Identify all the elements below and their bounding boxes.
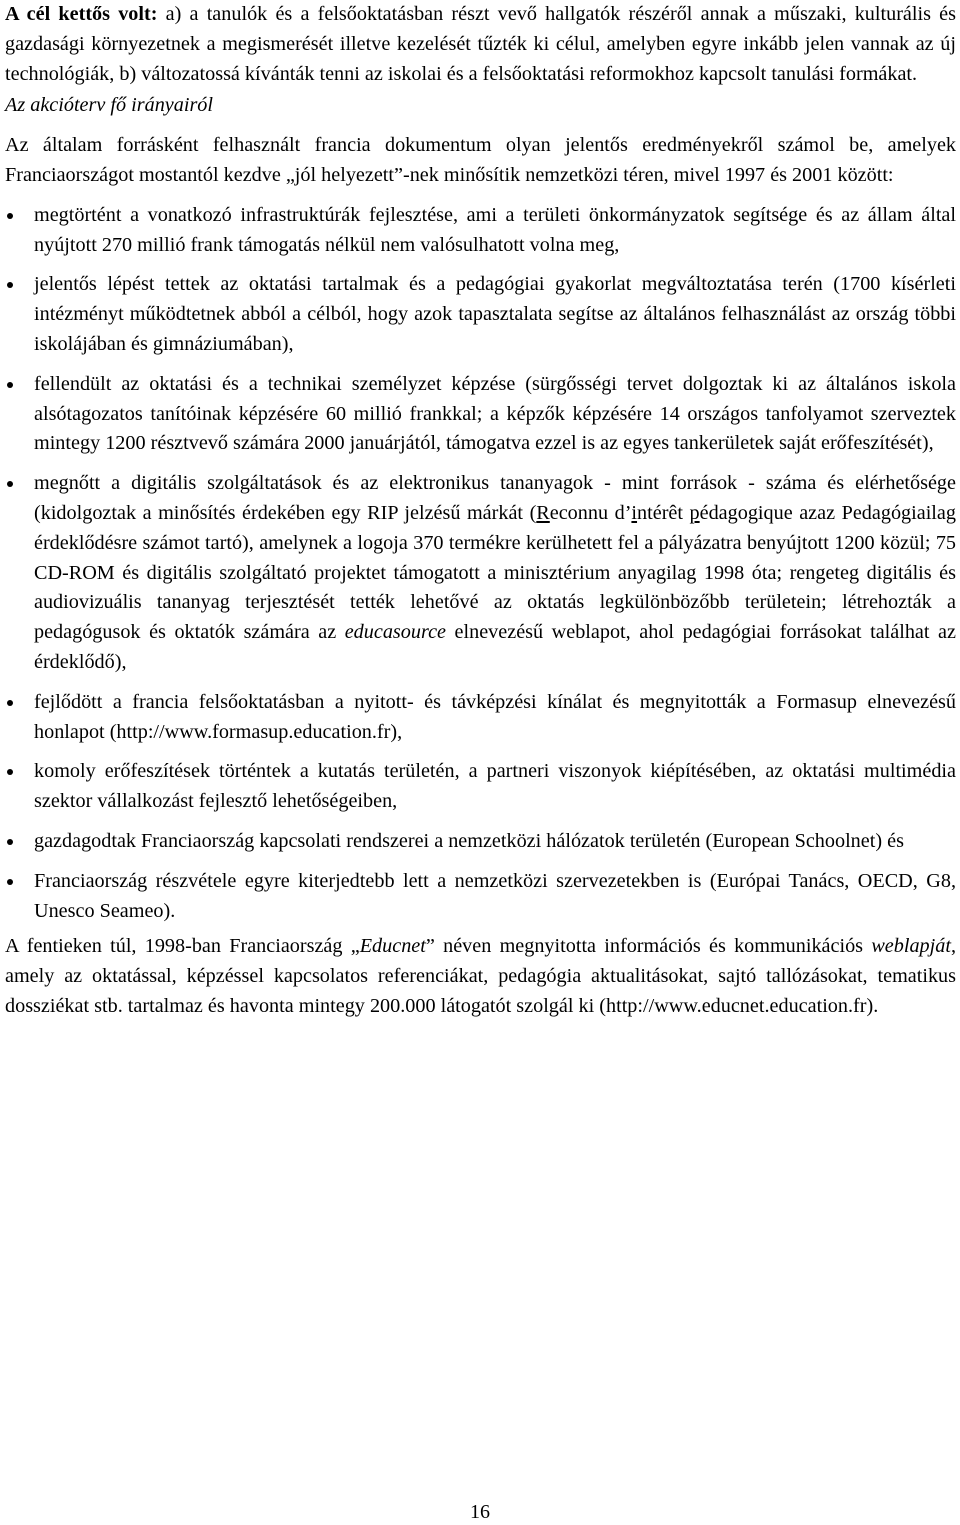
list-item-text: fejlődött a francia felsőoktatásban a nyitott- és távképzési kínálat és megnyitották a Formasup elnevezésű honlapot (http://www.formasup.education.fr), [34,690,956,743]
text-run: édagogique azaz Pedagógiailag érdeklődésre számot tartó), amelynek a logoja 370 termékre kerülhetett fel a pályázatra benyújtott 1200 közül; 75 CD-ROM és digitális szolgáltató projektet támogatott a minisztérium anyagilag 1998 óta; rengeteg digitális és audiovizuális tananyag terjesztését tették lehetővé az oktatás legkülönbözőbb területein; létrehozták a pedagógusok és oktatók számára az [34,501,956,644]
list-item [5,469,956,678]
underlined-letter: i [631,501,638,524]
list-item-text: fellendült az oktatási és a technikai személyzet képzése (sürgősségi tervet dolgoztak ki az általános iskola alsótagozatos tanítóinak képzésére 60 millió frankkal; a képzők képzésére 14 országos tanfolyamot szerveztek mintegy 1200 résztvevő számára 2000 januárjától, támogatva ezzel is az egyes tankerületek saját erőfeszítését), [34,372,956,455]
bullet-icon [7,839,13,845]
text-run: , amely az oktatással, képzéssel kapcsolatos referenciákat, pedagógia aktualitásokat, sajtó tallózásokat, tematikus dossziékat stb. tartalmaz és havonta mintegy 200.000 látogatót szolgál ki (http://www.educnet.education.fr). [5,935,956,1017]
list-item [5,270,956,359]
text-run: A fentieken túl, 1998-ban Franciaország „ [5,935,360,958]
bullet-icon [7,481,13,487]
intro-text: a) a tanulók és a felsőoktatásban részt vevő hallgatók részéről annak a műszaki, kulturális és gazdasági környezetnek a megismerését illetve kezelését tűzték ki célul, amelyben egyre inkább jelen vannak az új technológiák, b) változatossá kívánták tenni az iskolai és a felsőoktatási reformokhoz kapcsolt tanulási formákat. [5,3,956,85]
underlined-letter: R [536,501,550,524]
document-page [5,0,956,1022]
italic-term: educasource [344,621,446,644]
list-item-text: Franciaország részvétele egyre kiterjedtebb lett a nemzetközi szervezetekben is (Európai Tanács, OECD, G8, Unesco Seameo). [34,869,956,922]
bullet-icon [7,879,13,885]
list-item [5,827,956,857]
page-number: 16 [470,1501,490,1523]
list-item-text: megtörtént a vonatkozó infrastruktúrák fejlesztése, ami a területi önkormányzatok segítsége és az állam által nyújtott 270 millió frank támogatás nélkül nem valósulhatott volna meg, [34,203,956,256]
intro-bold-lead: A cél kettős volt: [5,3,158,25]
underlined-letter: p [689,501,700,524]
text-run: elnevezésű weblapot, ahol pedagógiai forrásokat találhat az érdeklődő), [34,621,956,673]
list-item-text: komoly erőfeszítések történtek a kutatás területén, a partneri viszonyok kiépítésében, az oktatási multimédia szektor vállalkozást fejlesztő lehetőségeiben, [34,760,956,813]
list-item [5,370,956,459]
text-run: ntérêt [637,501,690,524]
bullet-icon [7,282,13,288]
section-heading: Az akcióterv fő irányairól [5,94,214,117]
text-run: econnu d’ [549,501,632,524]
bullet-list [5,201,956,927]
list-item [5,201,956,261]
text-run: ” néven megnyitotta információs és kommunikációs [425,935,872,958]
bullet-icon [7,769,13,775]
bullet-icon [7,700,13,706]
body-paragraph: Az általam forrásként felhasznált francia dokumentum olyan jelentős eredményekről számol be, amelyek Franciaországot mostantól kezdve „jól helyezett”-nek minősítik nemzetközi téren, mivel 1997 és 2001 között: [5,134,956,186]
bullet-icon [7,213,13,219]
italic-term: weblapját [871,935,951,958]
list-item [5,867,956,927]
closing-paragraph [5,932,956,1021]
list-item-text: jelentős lépést tettek az oktatási tartalmak és a pedagógiai gyakorlat megváltoztatása terén (1700 kísérleti intézményt működtetnek abból a célból, hogy azok tapasztalata segítse az általános felhasználást az ország többi iskolájában és gimnáziumában), [34,273,956,355]
intro-paragraph [5,0,956,89]
text-run: megnőtt a digitális szolgáltatások és az elektronikus tananyagok - mint források - száma és elérhetősége (kidolgoztak a minősítés érdekében egy RIP jelzésű márkát ( [34,472,956,524]
italic-term: Educnet [359,935,426,958]
list-item-text [34,469,956,678]
bullet-icon [7,382,13,388]
list-item [5,688,956,748]
list-item-text: gazdagodtak Franciaország kapcsolati rendszerei a nemzetközi hálózatok területén (European Schoolnet) és [34,829,904,852]
list-item [5,757,956,817]
